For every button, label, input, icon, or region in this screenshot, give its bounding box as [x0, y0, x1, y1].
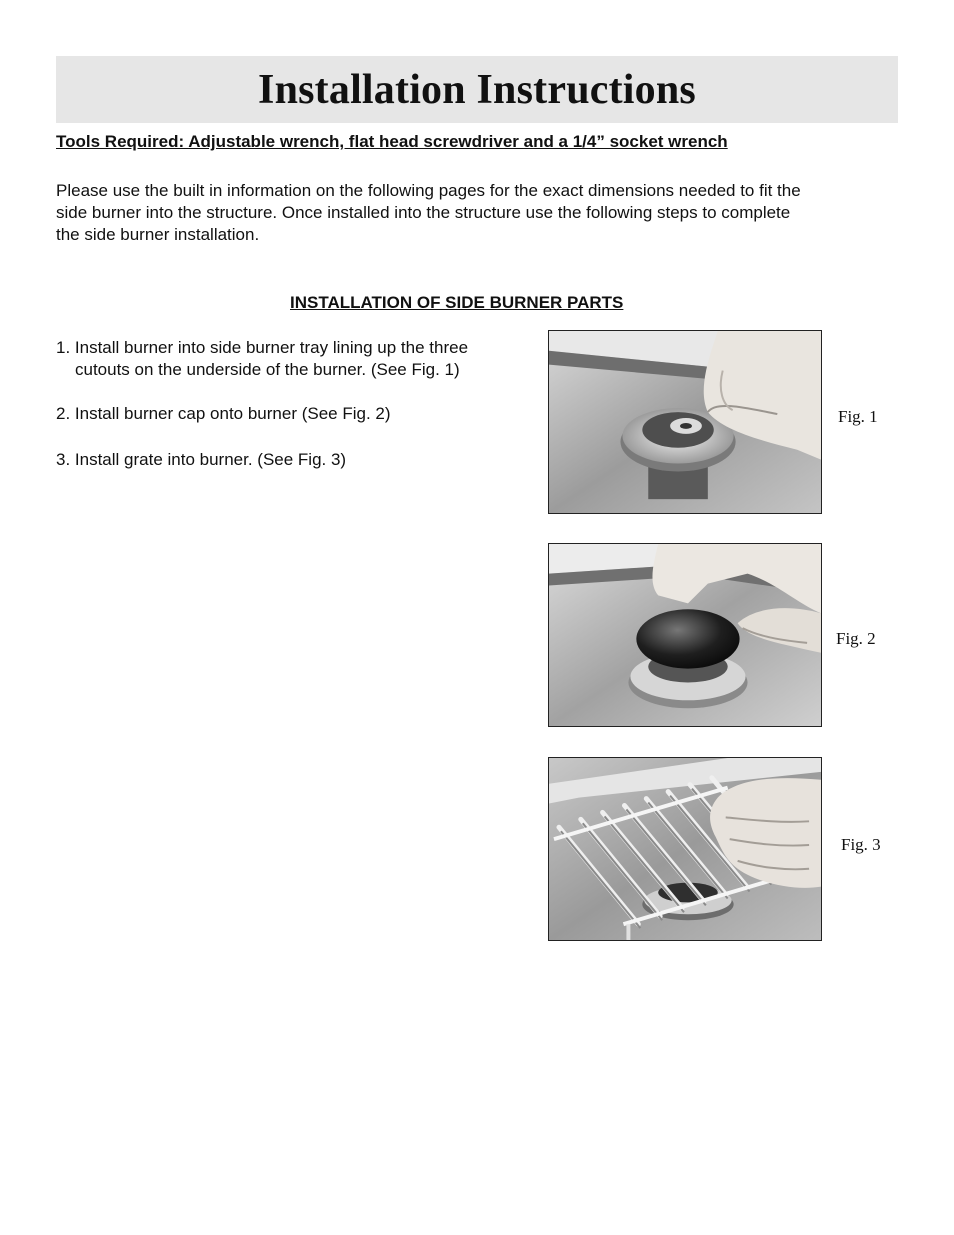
section-heading: INSTALLATION OF SIDE BURNER PARTS [290, 293, 624, 312]
intro-line: the side burner installation. [56, 225, 260, 244]
step-1 [56, 337, 468, 381]
step-1-line-1: 1. Install burner into side burner tray lining up the three [56, 338, 469, 357]
figure-3-photo [548, 757, 822, 941]
grate-photo-icon [549, 758, 821, 940]
step-2: 2. Install burner cap onto burner (See Fig. 2) [56, 404, 391, 423]
burner-cap-photo-icon [549, 544, 821, 726]
intro-line: side burner into the structure. Once installed into the structure use the following steps to complete [56, 203, 791, 222]
tools-required: Tools Required: Adjustable wrench, flat head screwdriver and a 1/4” socket wrench [56, 132, 728, 151]
figure-2-photo [548, 543, 822, 727]
figure-2-label: Fig. 2 [836, 629, 876, 648]
figure-3-label: Fig. 3 [841, 835, 881, 854]
burner-photo-icon [549, 331, 821, 513]
figure-1-label: Fig. 1 [838, 407, 878, 426]
step-3: 3. Install grate into burner. (See Fig. 3) [56, 450, 347, 469]
intro-line: Please use the built in information on the following pages for the exact dimensions needed to fit the [56, 181, 801, 200]
step-1-line-2: cutouts on the underside of the burner. (See Fig. 1) [75, 360, 460, 379]
title-banner [56, 56, 898, 123]
page-title: Installation Instructions [258, 66, 696, 113]
intro-paragraph [56, 180, 906, 246]
figure-1-photo [548, 330, 822, 514]
